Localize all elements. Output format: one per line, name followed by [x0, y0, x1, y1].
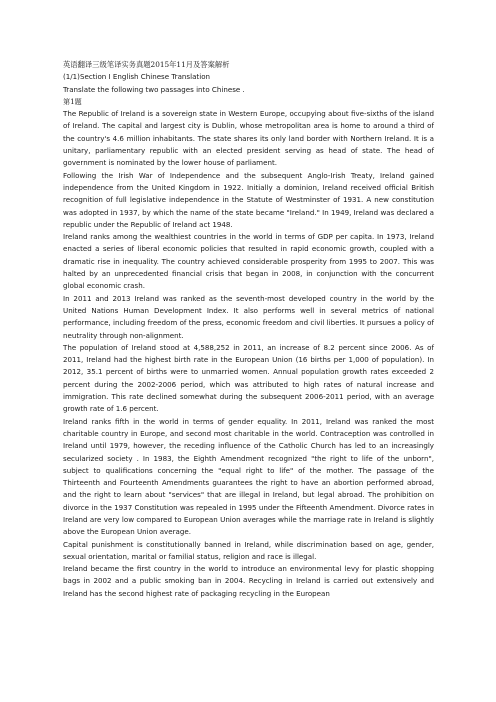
paragraph: Ireland ranks among the wealthiest countries in the world in terms of GDP per capita. In 1973, Ireland enacted a series of liberal economic policies that resulted in rapid economic growth, coupled with a dramatic rise in inequality. The country achieved considerable prosperity from 1995 to 2007. This was halted by an unprecedented financial crisis that began in 2008, in conjunction with the concurrent global economic crash.: [63, 232, 434, 291]
question-label: 第1题: [63, 96, 82, 106]
document-page: [63, 59, 434, 600]
paragraph: Ireland ranks fifth in the world in terms of gender equality. In 2011, Ireland was ranked the most charitable country in Europe, and second most charitable in the world. Contraception was controlled in Ireland until 1979, however, the receding influence of the Catholic Church has led to an increasingly secularized society . In 1983, the Eighth Amendment recognized "the right to life of the unborn", subject to qualifications concerning the "equal right to life" of the mother. The passage of the Thirteenth and Fourteenth Amendments guarantees the right to have an abortion performed abroad, and the right to learn about "services" that are illegal in Ireland, but legal abroad. The prohibition on divorce in the 1937 Constitution was repealed in 1995 under the Fifteenth Amendment. Divorce rates in Ireland are very low compared to European Union averages while the marriage rate in Ireland is slightly above the European Union average.: [63, 416, 434, 537]
paragraph: The population of Ireland stood at 4,588,252 in 2011, an increase of 8.2 percent since 2006. As of 2011, Ireland had the highest birth rate in the European Union (16 births per 1,000 of population). In 2012, 35.1 percent of births were to unmarried women. Annual population growth rates exceeded 2 percent during the 2002-2006 period, which was attributed to high rates of natural increase and immigration. This rate declined somewhat during the subsequent 2006-2011 period, with an average growth rate of 1.6 percent.: [63, 342, 434, 414]
paragraph: Capital punishment is constitutionally banned in Ireland, while discrimination based on age, gender, sexual orientation, marital or familial status, religion and race is illegal.: [63, 539, 434, 561]
section-heading: (1/1)Section Ⅰ English Chinese Translation: [63, 72, 211, 82]
paragraph: Ireland became the first country in the world to introduce an environmental levy for plastic shopping bags in 2002 and a public smoking ban in 2004. Recycling in Ireland is carried out extensively and Ireland has the second highest rate of packaging recycling in the European: [63, 564, 434, 598]
paragraph: The Republic of Ireland is a sovereign state in Western Europe, occupying about five-sixths of the island of Ireland. The capital and largest city is Dublin, whose metropolitan area is home to around a third of the country's 4.6 million inhabitants. The state shares its only land border with Northern Ireland. It is a unitary, parliamentary republic with an elected president serving as head of state. The head of government is nominated by the lower house of parliament.: [63, 109, 434, 168]
document-title: 英语翻译三级笔译实务真题2015年11月及答案解析: [63, 60, 230, 69]
instruction-text: Translate the following two passages into Chinese .: [63, 84, 245, 94]
paragraph: Following the Irish War of Independence and the subsequent Anglo-Irish Treaty, Ireland gained independence from the United Kingdom in 1922. Initially a dominion, Ireland received official British recognition of full legislative independence in the Statute of Westminster of 1931. A new constitution was adopted in 1937, by which the name of the state became "Ireland." In 1949, Ireland was declared a republic under the Republic of Ireland act 1948.: [63, 170, 434, 229]
paragraph: In 2011 and 2013 Ireland was ranked as the seventh-most developed country in the world by the United Nations Human Development Index. It also performs well in several metrics of national performance, including freedom of the press, economic freedom and civil liberties. It pursues a policy of neutrality through non-alignment.: [63, 293, 434, 340]
